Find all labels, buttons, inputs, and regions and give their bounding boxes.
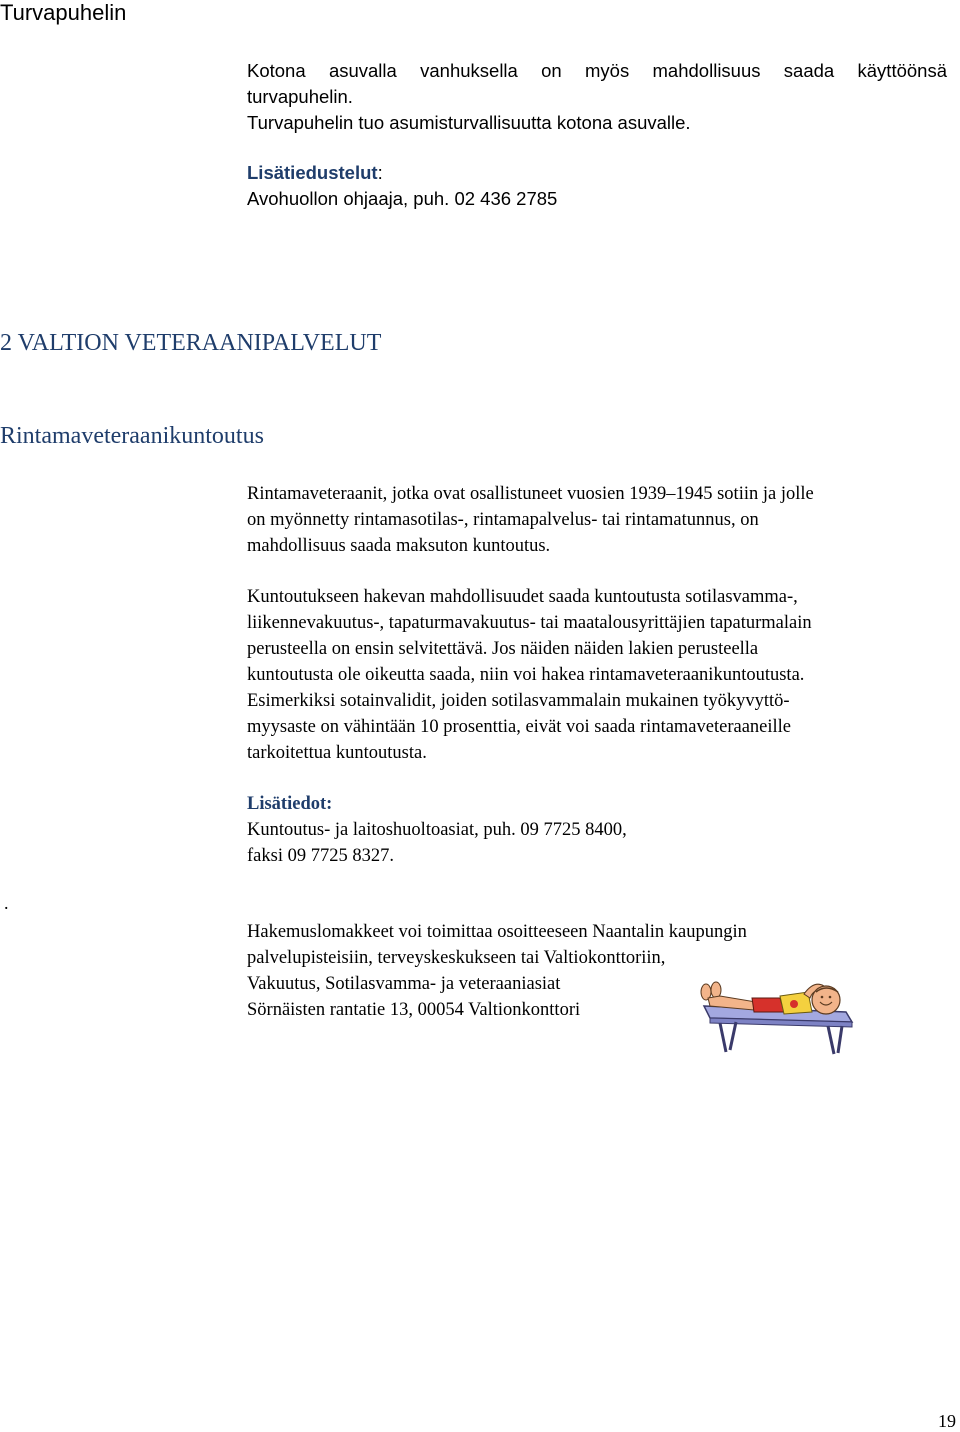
more-info-label: Lisätiedot: [247, 794, 333, 814]
more-info-line: Kuntoutus- ja laitoshuoltoasiat, puh. 09 7725 8400, [247, 820, 627, 840]
intro-paragraph [247, 481, 947, 559]
paragraph-line: perusteella on ensin selvitettävä. Jos näiden näiden lakien perusteella [247, 639, 759, 659]
page-number: 19 [938, 1411, 956, 1431]
paragraph-line: on myönnetty rintamasotilas-, rintamapalvelus- tai rintamatunnus, on [247, 510, 759, 530]
paragraph-line: Sörnäisten rantatie 13, 00054 Valtionkonttori [247, 1000, 581, 1020]
paragraph-line: mahdollisuus saada maksuton kuntoutus. [247, 536, 551, 556]
paragraph-line: myysaste on vähintään 10 prosenttia, eivät voi saada rintamaveteraaneille [247, 717, 792, 737]
paragraph-line: Esimerkiksi sotainvalidit, joiden sotilasvammalain mukainen työkyvyttö- [247, 691, 790, 711]
more-info-line: faksi 09 7725 8327. [247, 846, 394, 866]
paragraph-line: Vakuutus, Sotilasvamma- ja veteraaniasiat [247, 974, 561, 994]
more-info [247, 791, 947, 869]
section-title: Turvapuhelin [0, 0, 127, 25]
turvapuhelin-contact [247, 160, 947, 212]
paragraph-line: tarkoitettua kuntoutusta. [247, 743, 427, 763]
paragraph-line: palvelupisteisiin, terveyskeskukseen tai Valtiokonttoriin, [247, 948, 666, 968]
paragraph-line: Kuntoutukseen hakevan mahdollisuudet saada kuntoutusta sotilasvamma-, [247, 587, 798, 607]
paragraph-line: liikennevakuutus-, tapaturmavakuutus- tai maatalousyrittäjien tapaturmalain [247, 613, 812, 633]
paragraph-line: turvapuhelin. [247, 86, 353, 107]
sub-heading: Rintamaveteraanikuntoutus [0, 423, 264, 449]
massage-table-clipart-icon [696, 978, 858, 1056]
paragraph-line: kuntoutusta ole oikeutta saada, niin voi hakea rintamaveteraanikuntoutusta. [247, 665, 805, 685]
info-colon: : [377, 162, 383, 183]
stray-dot: . [4, 893, 9, 913]
paragraph-line: Hakemuslomakkeet voi toimittaa osoitteeseen Naantalin kaupungin [247, 922, 747, 942]
turvapuhelin-paragraph [247, 58, 947, 136]
details-paragraph [247, 584, 947, 766]
paragraph-line: Rintamaveteraanit, jotka ovat osallistuneet vuosien 1939–1945 sotiin ja jolle [247, 484, 814, 504]
info-label-line [247, 160, 947, 186]
contact-line: Avohuollon ohjaaja, puh. 02 436 2785 [247, 188, 558, 209]
paragraph-line: Kotona asuvalla vanhuksella on myös mahdollisuus saada käyttöönsä [247, 60, 947, 81]
info-label: Lisätiedustelut [247, 162, 378, 183]
paragraph-line: Turvapuhelin tuo asumisturvallisuutta kotona asuvalle. [247, 112, 691, 133]
chapter-heading: 2 VALTION VETERAANIPALVELUT [0, 330, 382, 356]
